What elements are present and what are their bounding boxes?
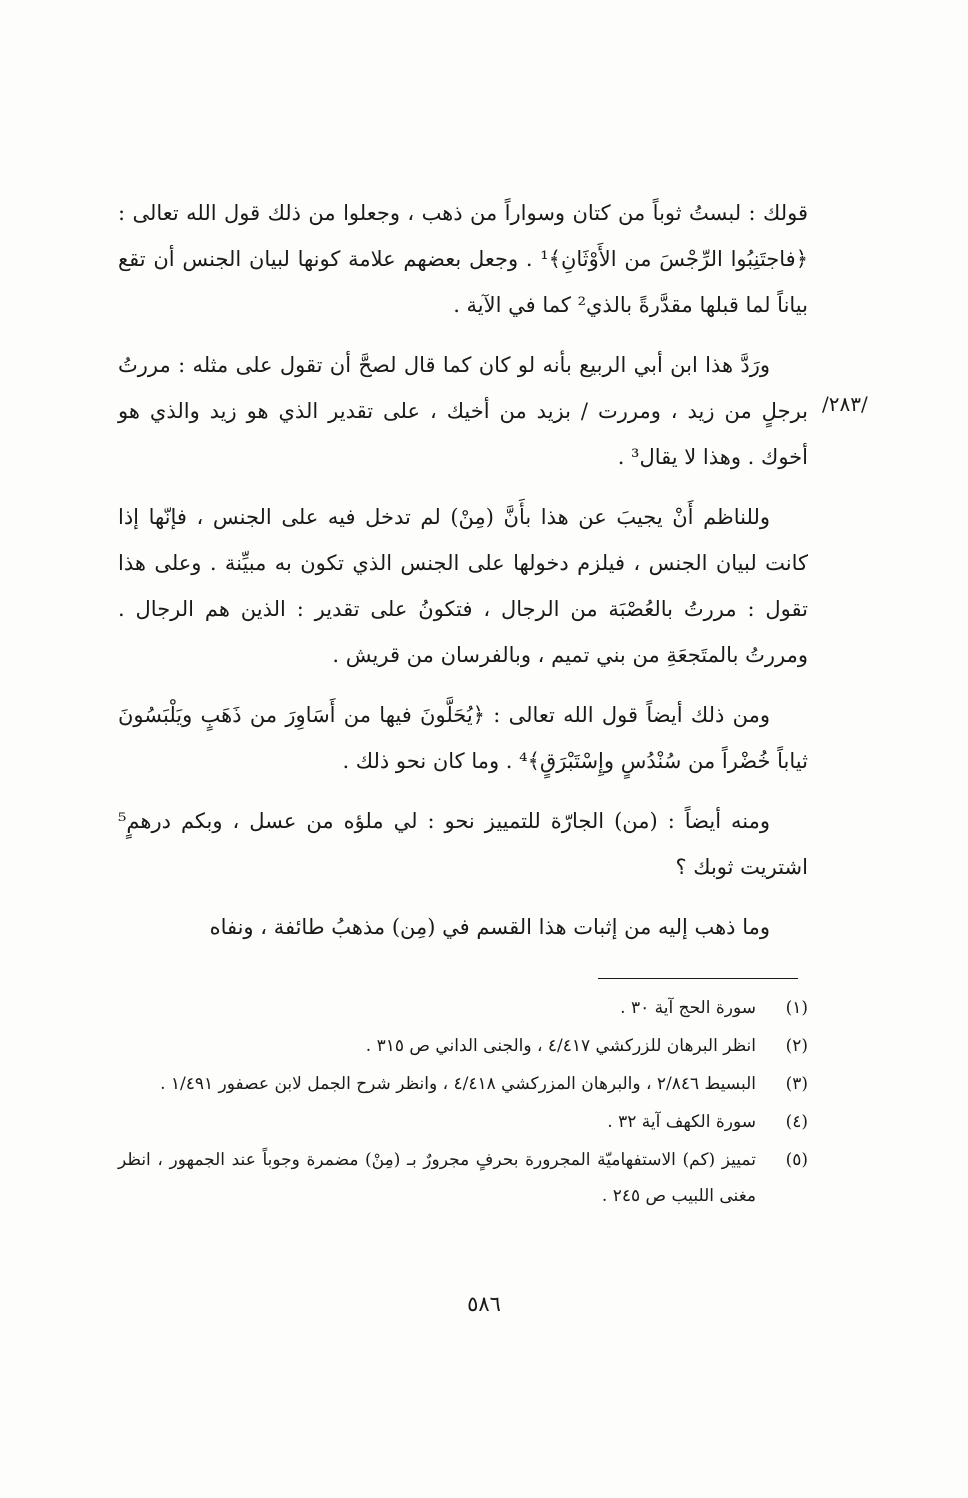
footnote-number: (٥) <box>785 1150 808 1170</box>
paragraph: ورَدَّ هذا ابن أبي الربيع بأنه لو كان كما قال لصحَّ أن تقول على مثله : مررتُ برجلٍ من زيد ، ومررت / بزيد من أخيك ، على تقدير الذي هو زيد والذي هو أخوك . وهذا لا يقال³ . <box>118 353 808 469</box>
footnote-text: سورة الكهف آية ٣٢ . <box>607 1112 756 1132</box>
paragraph: وما ذهب إليه من إثبات هذا القسم في (مِن) مذهبُ طائفة ، ونفاه <box>209 915 770 939</box>
footnote-number: (٢) <box>785 1036 808 1056</box>
footnote <box>118 1028 808 1064</box>
paragraph: وللناظم أَنْ يجيبَ عن هذا بأَنَّ (مِنْ) لم تدخل فيه على الجنس ، فإنّها إذا كانت لبيان الجنس ، فيلزم دخولها على الجنس الذي تكون به مبيِّنة . وعلى هذا تقول : مررتُ بالعُصْبَة من الرجال ، فتكونُ على تقدير : الذين هم الرجال . ومررتُ بالمتَجعَةِ من بني تميم ، وبالفرسان من قريش . <box>118 505 808 667</box>
footnote-number: (٣) <box>785 1074 808 1094</box>
footnote-text: سورة الحج آية ٣٠ . <box>620 998 756 1018</box>
footnote <box>118 1104 808 1140</box>
page-number: ٥٨٦ <box>467 1292 501 1316</box>
paragraph: ومنه أيضاً : (من) الجارّة للتمييز نحو : لي ملؤه من عسل ، وبكم درهمٍ⁵ اشتريت ثوبك ؟ <box>118 809 808 879</box>
footnote-text: تمييز (كم) الاستفهاميّة المجرورة بحرفٍ مجرورٌ بـ (مِنْ) مضمرة وجوباً عند الجمهور ، انظر مغنى اللبيب ص ٢٤٥ . <box>118 1150 756 1206</box>
paragraph: قولك : لبستُ ثوباً من كتان وسواراً من ذهب ، وجعلوا من ذلك قول الله تعالى : ﴿فاجتَنِبُوا الرِّجْسَ من الأَوْثَانِ﴾¹ . وجعل بعضهم علامة كونها لبيان الجنس أن تقع بياناً لما قبلها مقدَّرةً بالذي² كما في الآية . <box>118 201 808 317</box>
footnote <box>118 1142 808 1214</box>
main-text <box>118 190 808 964</box>
footnote <box>118 990 808 1026</box>
manuscript-page-marker: /٢٨٣/ <box>822 392 868 416</box>
footnote-text: البسيط ٢/٨٤٦ ، والبرهان المزركشي ٤/٤١٨ ، وانظر شرح الجمل لابن عصفور ١/٤٩١ . <box>160 1074 756 1094</box>
footnote <box>118 1066 808 1102</box>
footnote-divider <box>598 978 798 979</box>
footnote-number: (٤) <box>785 1112 808 1132</box>
paragraph: ومن ذلك أيضاً قول الله تعالى : ﴿يُحَلَّونَ فيها من أَسَاوِرَ من ذَهَبٍ ويَلْبَسُونَ ثياباً خُضْراً من سُنْدُسٍ وإِسْتَبْرَقٍ﴾⁴ . وما كان نحو ذلك . <box>118 703 808 773</box>
footnote-text: انظر البرهان للزركشي ٤/٤١٧ ، والجنى الداني ص ٣١٥ . <box>365 1036 756 1056</box>
footnotes <box>118 990 808 1216</box>
footnote-number: (١) <box>785 998 808 1018</box>
